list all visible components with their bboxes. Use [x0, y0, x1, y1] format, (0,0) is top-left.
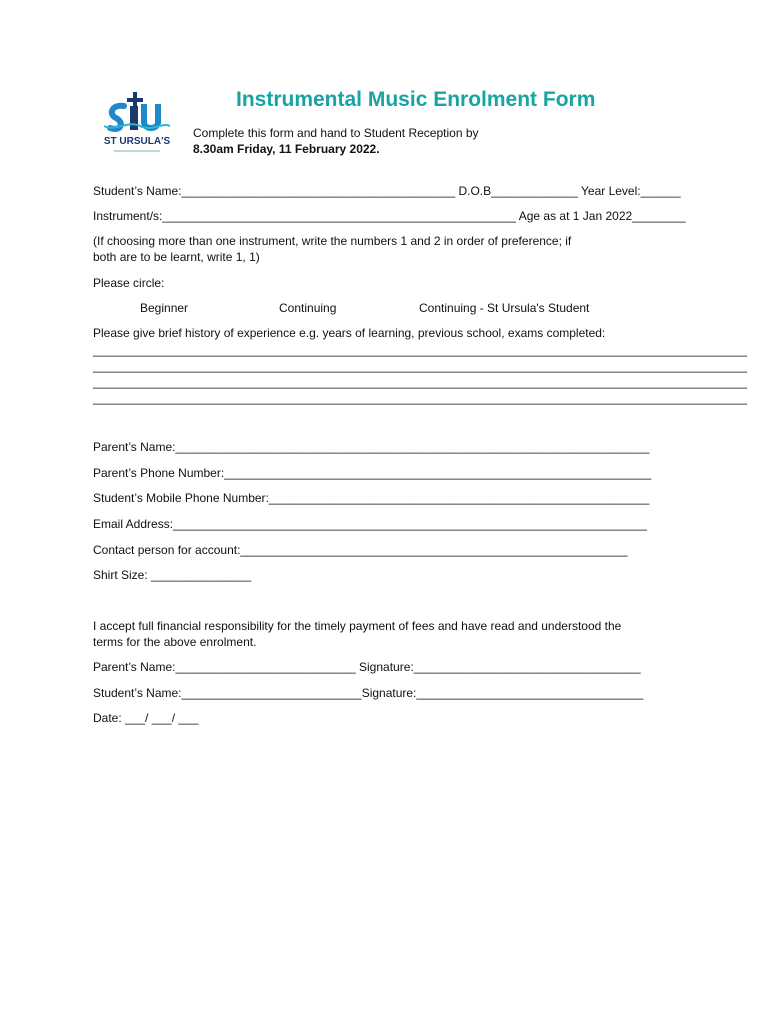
declaration-text: [93, 618, 621, 650]
student-mobile-field[interactable]: Student’s Mobile Phone Number:_________________________________________________________: [93, 491, 650, 505]
instrument-note-line-1: (If choosing more than one instrument, write the numbers 1 and 2 in order of preference; if: [93, 234, 572, 248]
logo-caption: ST URSULA'S: [103, 136, 171, 147]
email-field[interactable]: Email Address:_______________________________________________________________________: [93, 517, 647, 531]
logo-subcaption: [114, 150, 160, 152]
history-prompt: Please give brief history of experience e.g. years of learning, previous school, exams completed:: [93, 326, 606, 340]
shirt-size-field[interactable]: Shirt Size: _______________: [93, 568, 252, 582]
school-logo: [98, 92, 176, 156]
student-name-field[interactable]: Student’s Name:_________________________________________ D.O.B_____________ Year Level:______: [93, 184, 681, 198]
please-circle-label: Please circle:: [93, 276, 165, 290]
parent-phone-field[interactable]: Parent’s Phone Number:________________________________________________________________: [93, 466, 652, 480]
history-line-4[interactable]: __________________________________________________________________________________________________: [93, 391, 748, 405]
date-field[interactable]: Date: ___/ ___/ ___: [93, 711, 199, 725]
parent-signature-field[interactable]: Parent’s Name:___________________________ Signature:__________________________________: [93, 660, 641, 674]
intro-deadline: 8.30am Friday, 11 February 2022.: [193, 142, 380, 156]
option-beginner[interactable]: Beginner: [140, 301, 189, 315]
option-continuing-st-ursulas[interactable]: Continuing - St Ursula's Student: [419, 301, 590, 315]
history-line-3[interactable]: __________________________________________________________________________________________________: [93, 375, 748, 389]
history-line-2[interactable]: __________________________________________________________________________________________________: [93, 359, 748, 373]
student-signature-field[interactable]: Student’s Name:___________________________Signature:__________________________________: [93, 686, 644, 700]
history-line-1[interactable]: __________________________________________________________________________________________________: [93, 343, 748, 357]
instrument-note-line-2: both are to be learnt, write 1, 1): [93, 250, 260, 264]
intro-line-1: Complete this form and hand to Student Reception by: [193, 126, 479, 140]
parent-name-field[interactable]: Parent’s Name:_______________________________________________________________________: [93, 440, 650, 454]
contact-person-field[interactable]: Contact person for account:__________________________________________________________: [93, 543, 628, 557]
form-title: Instrumental Music Enrolment Form: [236, 88, 596, 111]
declaration-line-2: terms for the above enrolment.: [93, 635, 257, 649]
instrument-note: [93, 233, 571, 265]
option-continuing[interactable]: Continuing: [279, 301, 337, 315]
declaration-line-1: I accept full financial responsibility for the timely payment of fees and have read and understood the: [93, 619, 622, 633]
instrument-field[interactable]: Instrument/s:_____________________________________________________ Age as at 1 Jan 2022________: [93, 209, 686, 223]
intro-text: [193, 125, 479, 157]
